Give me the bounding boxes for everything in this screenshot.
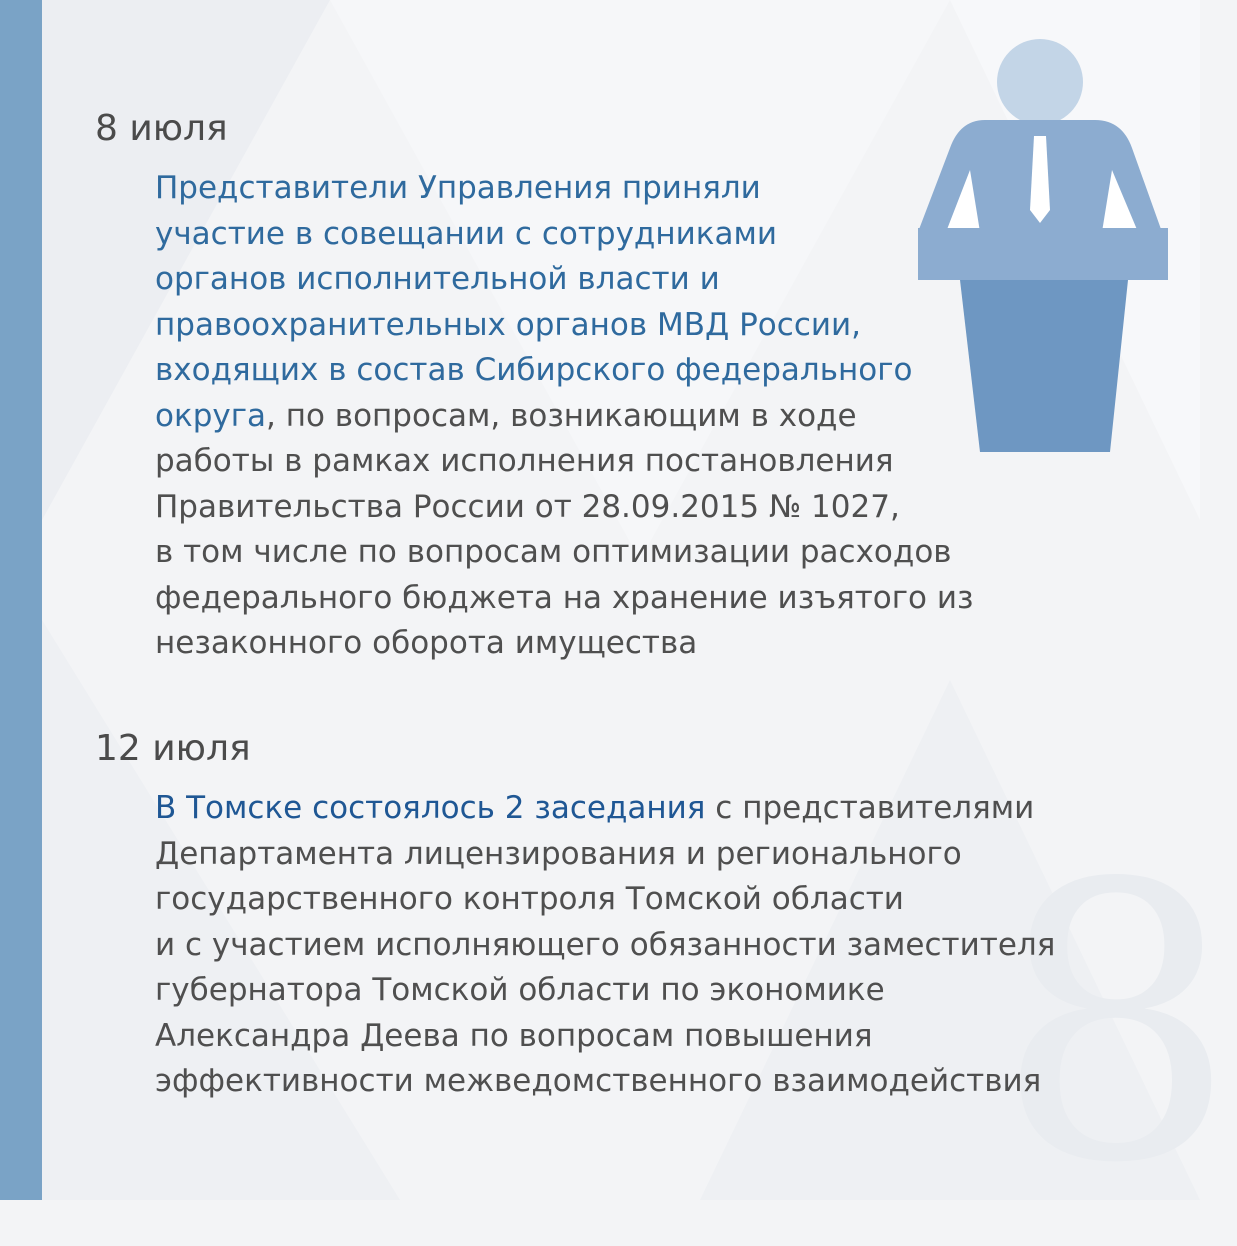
highlighted-text: В Томске состоялось 2 заседания xyxy=(155,790,706,826)
text-line xyxy=(155,439,974,485)
text-line xyxy=(155,968,1055,1014)
text-line xyxy=(155,485,974,531)
text-line xyxy=(155,923,1055,969)
event-date: 8 июля xyxy=(95,108,228,149)
plain-text: Правительства России от 28.09.2015 № 1027, xyxy=(155,488,900,525)
podium-stand xyxy=(960,280,1128,452)
text-line xyxy=(155,348,974,394)
text-line xyxy=(155,394,974,440)
highlighted-text: Представители Управления приняли xyxy=(155,170,761,206)
text-line xyxy=(155,257,974,303)
speaker-head xyxy=(997,39,1083,125)
text-line xyxy=(155,303,974,349)
highlighted-text: правоохранительных органов МВД России, xyxy=(155,306,862,343)
plain-text: работы в рамках исполнения постановления xyxy=(155,443,894,479)
event-description xyxy=(155,166,974,667)
page-number-watermark: 8 xyxy=(995,803,1237,1246)
plain-text: в том числе по вопросам оптимизации расходов xyxy=(155,534,952,570)
highlighted-text: округа xyxy=(155,397,266,434)
left-accent-bar xyxy=(0,0,42,1200)
plain-text: , по вопросам, возникающим в ходе xyxy=(266,397,857,434)
text-line xyxy=(155,576,974,622)
plain-text: Департамента лицензирования и регионального xyxy=(155,835,962,872)
text-line xyxy=(155,786,1055,832)
text-line xyxy=(155,212,974,258)
text-line xyxy=(155,877,1055,923)
highlighted-text: органов исполнительной власти и xyxy=(155,261,720,297)
text-line xyxy=(155,166,974,212)
event-description xyxy=(155,786,1055,1105)
text-line xyxy=(155,1014,1055,1060)
text-line xyxy=(155,621,974,667)
highlighted-text: входящих в состав Сибирского федерального xyxy=(155,352,913,388)
plain-text: губернатора Томской области по экономике xyxy=(155,972,885,1008)
plain-text: с представителями xyxy=(705,790,1035,826)
plain-text: и с участием исполняющего обязанности заместителя xyxy=(155,926,1056,963)
plain-text: Александра Деева по вопросам повышения xyxy=(155,1017,873,1054)
text-line xyxy=(155,1059,1055,1105)
event-date: 12 июля xyxy=(95,728,251,769)
plain-text: федерального бюджета на хранение изъятого из xyxy=(155,579,974,616)
plain-text: эффективности межведомственного взаимодействия xyxy=(155,1063,1042,1099)
highlighted-text: участие в совещании с сотрудниками xyxy=(155,215,778,252)
plain-text: государственного контроля Томской области xyxy=(155,881,904,917)
text-line xyxy=(155,530,974,576)
text-line xyxy=(155,832,1055,878)
plain-text: незаконного оборота имущества xyxy=(155,625,698,661)
